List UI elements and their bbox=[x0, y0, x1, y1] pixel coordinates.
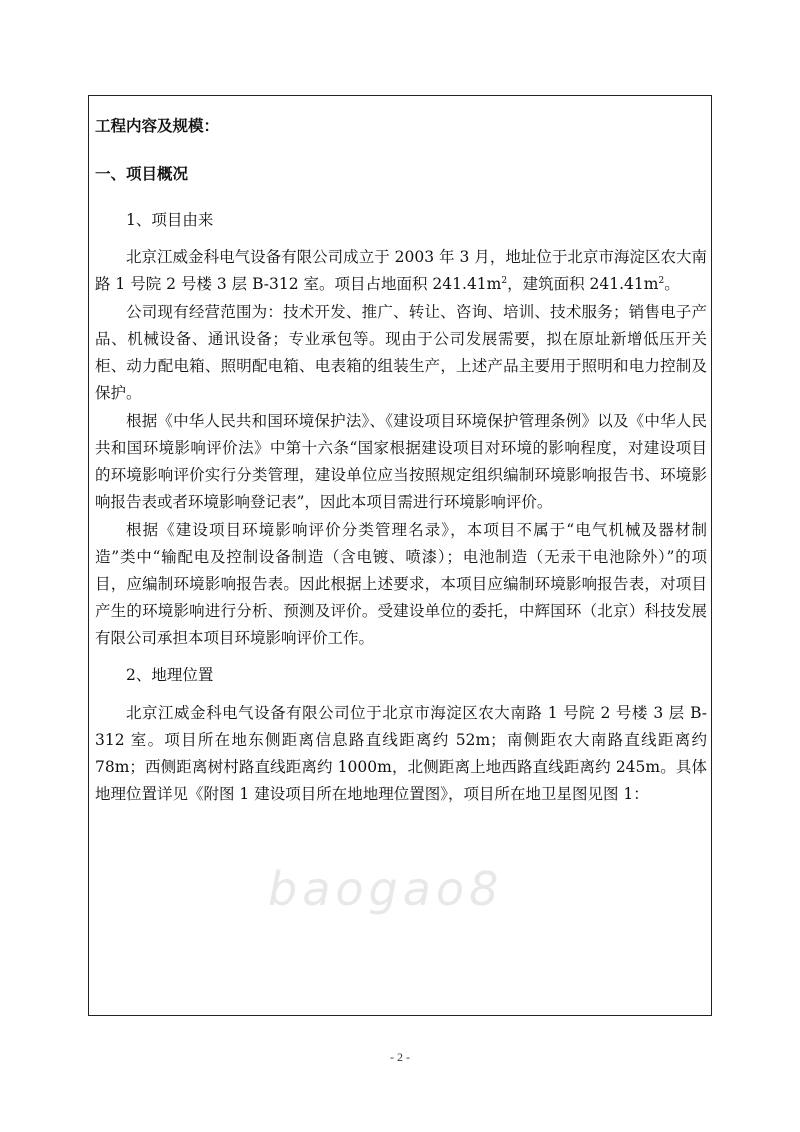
paragraph-legal-basis: 根据《中华人民共和国环境保护法》、《建设项目环境保护管理条例》以及《中华人民共和国环境影响评价法》中第十六条“国家根据建设项目对环境的影响程度，对建设项目的环境影响评价实行分类管理，建设单位应当按照规定组织编制环境影响报告书、环境影响报告表或者环境影响登记表”，因此本项目需进行环境影响评价。 bbox=[95, 412, 707, 511]
paragraph-origin: 北京江威金科电气设备有限公司成立于 2003 年 3 月，地址位于北京市海淀区农大南路 1 号院 2 号楼 3 层 B-312 室。项目占地面积 $241.41m^2$，建筑面积 $241.41m^2$。 bbox=[95, 248, 707, 293]
page-number: - 2 - bbox=[390, 1050, 410, 1064]
paragraph-classification: 根据《建设项目环境影响评价分类管理名录》，本项目不属于“电气机械及器材制造”类中“输配电及控制设备制造（含电镀、喷漆）；电池制造（无汞干电池除外）”的项目，应编制环境影响报告表。因此根据上述要求，本项目应编制环境影响报告表，对项目产生的环境影响进行分析、预测及评价。受建设单位的委托，中辉国环（北京）科技发展有限公司承担本项目环境影响评价工作。 bbox=[95, 521, 707, 647]
document-body bbox=[95, 104, 707, 808]
watermark: baogao8 bbox=[268, 862, 504, 916]
paragraph-location: 北京江威金科电气设备有限公司位于北京市海淀区农大南路 1 号院 2 号楼 3 层 B-312 室。项目所在地东侧距离信息路直线距离约 52m；南侧距农大南路直线距离约 78m；西侧距离树村路直线距离约 1000m，北侧距离上地西路直线距离约 245m。具体地理位置详见《附图 1 建设项目所在地地理位置图》，项目所在地卫星图见图 1： bbox=[95, 704, 707, 803]
paragraph-business-scope: 公司现有经营范围为：技术开发、推广、转让、咨询、培训、技术服务；销售电子产品、机械设备、通讯设备；专业承包等。现由于公司发展需要，拟在原址新增低压开关柜、动力配电箱、照明配电箱、电表箱的组装生产，上述产品主要用于照明和电力控制及保护。 bbox=[95, 303, 707, 402]
sub2-title: 2、地理位置 bbox=[126, 666, 214, 684]
part1-title: 一、项目概况 bbox=[95, 164, 189, 183]
section-title: 工程内容及规模： bbox=[95, 116, 220, 135]
sub1-title: 1、项目由来 bbox=[126, 211, 214, 229]
